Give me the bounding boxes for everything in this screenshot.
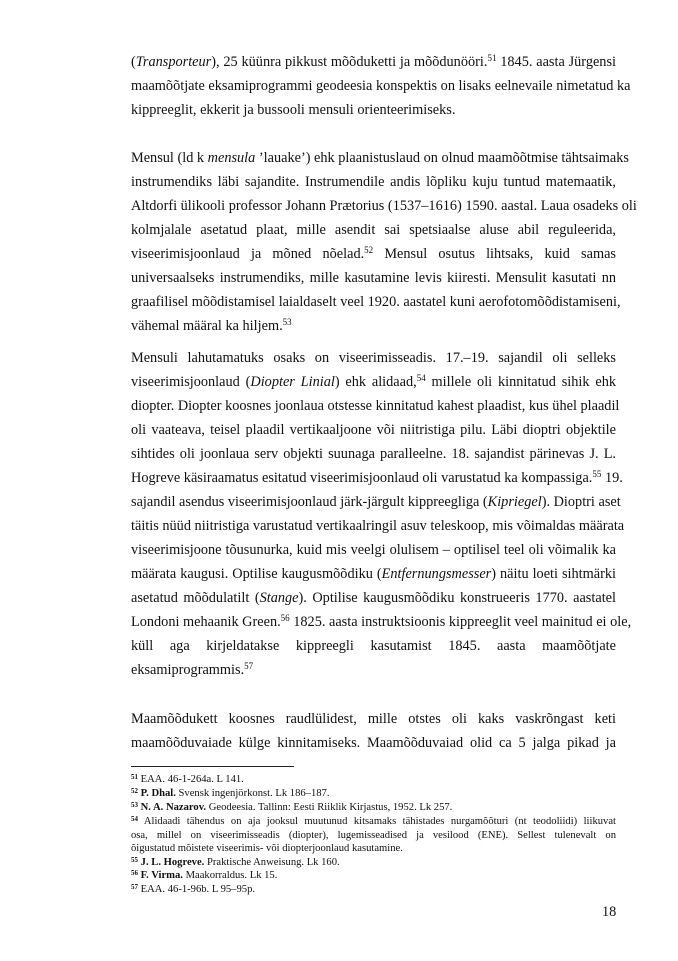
text-line: (Transporteur), 25 küünra pikkust mõõduketti ja mõõdunööri.$^{51}$ 1845. aasta Jürgensi bbox=[131, 53, 616, 70]
footnote-line: $^{57}$ EAA. 46-1-96b. L 95–95p. bbox=[131, 883, 256, 895]
text-line: kolmjalale asetatud plaat, mille asendit sai spetsiaalse aluse abil reguleerida, bbox=[131, 222, 616, 238]
text-line: täitis nüüd niitristiga varustatud vertikaalringil asuv teleskoop, mis võimaldas määrata bbox=[131, 518, 625, 534]
footnote-ref[interactable]: 54 bbox=[416, 373, 426, 383]
footnote-line: $^{55}$ J. L. Hogreve. Praktische Anweisung. Lk 160. bbox=[131, 856, 340, 868]
footnote-ref[interactable]: 52 bbox=[364, 245, 374, 255]
footnote-number: 55 bbox=[131, 856, 138, 864]
footnote-57 bbox=[131, 883, 616, 897]
text-line: kippreeglit, ekkerit ja bussooli mensuli orienteerimiseks. bbox=[131, 102, 456, 118]
paragraph-1 bbox=[131, 50, 631, 122]
text-line: eksamiprogrammis.$^{57}$ bbox=[131, 661, 254, 678]
page-number: 18 bbox=[602, 904, 617, 920]
text-line: Londoni mehaanik Green.$^{56}$ 1825. aasta instruktsioonis kippreeglit veel mainitud ei ole, bbox=[131, 613, 632, 630]
footnote-number: 53 bbox=[131, 801, 138, 809]
footnote-separator bbox=[131, 766, 294, 767]
footnote-line: $^{51}$ EAA. 46-1-264a. L 141. bbox=[131, 773, 244, 785]
text-line: vähemal määral ka hiljem.$^{53}$ bbox=[131, 317, 292, 334]
paragraph-3 bbox=[131, 346, 632, 682]
text-line: määrata kaugusi. Optilise kaugusmõõdiku (Entfernungsmesser) näitu loeti sihtmärki bbox=[131, 566, 616, 582]
text-line: diopter. Diopter koosnes joonlaua otstesse kinnitatud kahest plaadist, kus ühel plaadil bbox=[131, 398, 620, 414]
text-line: viseerimisjoonlaud (Diopter Linial) ehk alidaad,$^{54}$ millele oli kinnitatud sihik ehk bbox=[131, 373, 616, 390]
italic-term: mensula bbox=[207, 150, 256, 166]
text-line: sihtides oli joonlaua serv objekti suunaga paralleelne. 18. sajandist pärinevas J. L. bbox=[131, 446, 616, 462]
text-line: oli vaateava, teisel plaadil vertikaaljoone või niitristiga pilu. Läbi dioptri objektile bbox=[131, 422, 616, 438]
footnote-ref[interactable]: 55 bbox=[592, 469, 602, 479]
italic-term: Diopter Linial bbox=[250, 374, 335, 390]
footnote-52 bbox=[131, 787, 616, 801]
text-line: sajandil asendus viseerimisjoonlaud järk-järgult kippreegliga (Kipriegel). Dioptri aset bbox=[131, 494, 621, 510]
text-line: Altdorfi ülikooli professor Johann Prætorius (1537–1616) 1590. aastal. Laua osadeks oli bbox=[131, 198, 637, 214]
paragraph-4 bbox=[131, 707, 616, 755]
footnote-number: 51 bbox=[131, 773, 138, 781]
text-line: maamõõtjate eksamiprogrammi geodeesia konspektis on lisaks eelnevaile nimetatud ka bbox=[131, 78, 631, 94]
text-line: instrumendiks läbi sajandite. Instrumendile andis lõpliku kuju tuntud matemaatik, bbox=[131, 174, 616, 190]
footnote-number: 54 bbox=[131, 815, 138, 823]
text-line: universaalseks instrumendiks, mille kasutamine levis kiiresti. Mensulit kasutati nn bbox=[131, 270, 616, 286]
footnote-line: õigustatud mõistete viseerimis- või diopterjoonlaud kasutamine. bbox=[131, 843, 403, 854]
text-line: Mensuli lahutamatuks osaks on viseerimisseadis. 17.–19. sajandil oli selleks bbox=[131, 350, 616, 366]
footnote-number: 52 bbox=[131, 787, 138, 795]
footnote-ref[interactable]: 51 bbox=[487, 53, 497, 63]
text-line: Hogreve käsiraamatus esitatud viseerimisjoonlaud oli varustatud ka kompassiga.$^{55}$ 19. bbox=[131, 469, 623, 486]
footnote-line: $^{56}$ F. Virma. Maakorraldus. Lk 15. bbox=[131, 869, 278, 881]
text-line: asetatud mõõdulatilt (Stange). Optilise kaugusmõõdiku konstrueeris 1770. aastatel bbox=[131, 590, 616, 606]
text-line: Mensul (ld k mensula ’lauake’) ehk plaanistuslaud on olnud maamõõtmise tähtsaimaks bbox=[131, 150, 629, 166]
footnote-56 bbox=[131, 869, 616, 883]
text-line: graafilisel mõõdistamisel laialdaselt veel 1920. aastatel kuni aerofotomõõdistamiseni, bbox=[131, 294, 621, 310]
italic-term: Entfernungsmesser bbox=[381, 566, 492, 582]
footnote-line: $^{53}$ N. A. Nazarov. Geodeesia. Tallinn: Eesti Riiklik Kirjastus, 1952. Lk 257. bbox=[131, 801, 453, 813]
footnote-author: J. L. Hogreve. bbox=[140, 857, 205, 868]
footnote-ref[interactable]: 53 bbox=[282, 317, 292, 327]
text-line: viseerimisjoonlaud ja mõned nõelad.$^{52}$ Mensul osutus lihtsaks, kuid samas bbox=[131, 245, 616, 262]
italic-term: Kipriegel bbox=[487, 494, 542, 510]
footnote-55 bbox=[131, 856, 616, 870]
footnote-number: 56 bbox=[131, 869, 138, 877]
footnote-54 bbox=[131, 815, 616, 856]
footnote-author: N. A. Nazarov. bbox=[140, 802, 207, 813]
footnote-number: 57 bbox=[131, 883, 138, 891]
footnote-53 bbox=[131, 801, 616, 815]
footnote-line: osa, millel on viseerimisseadis (diopter), lugemisseadised ja vesilood (ENE). Sellest tulenevalt on bbox=[131, 829, 616, 841]
text-line: küll aga kirjeldatakse kippreegli kasutamist 1845. aasta maamõõtjate bbox=[131, 638, 616, 654]
text-line: Maamõõdukett koosnes raudlülidest, mille otstes oli kaks vaskrõngast keti bbox=[131, 711, 616, 727]
footnote-ref[interactable]: 57 bbox=[244, 661, 254, 671]
italic-term: Transporteur bbox=[135, 54, 212, 70]
footnote-line: $^{52}$ P. Dhal. Svensk ingenjörkonst. Lk 186–187. bbox=[131, 787, 330, 799]
footnote-51 bbox=[131, 773, 616, 787]
paragraph-2 bbox=[131, 146, 637, 338]
footnote-line: $^{54}$ Alidaadi tähendus on aja jooksul muutunud kitsamaks tähistades nurgamõõturi (nt teodoliidi) liikuvat bbox=[131, 815, 616, 827]
footnote-author: F. Virma. bbox=[140, 870, 183, 881]
footnote-author: P. Dhal. bbox=[140, 788, 176, 799]
italic-term: Stange bbox=[259, 590, 299, 606]
text-line: maamõõduvaiade külge kinnitamiseks. Maamõõduvaiad olid ca 5 jalga pikad ja bbox=[131, 735, 616, 751]
footnote-ref[interactable]: 56 bbox=[280, 613, 290, 623]
text-line: viseerimisjoone tõusunurka, kuid mis veelgi olulisem – optilisel teel oli võimalik ka bbox=[131, 542, 616, 558]
